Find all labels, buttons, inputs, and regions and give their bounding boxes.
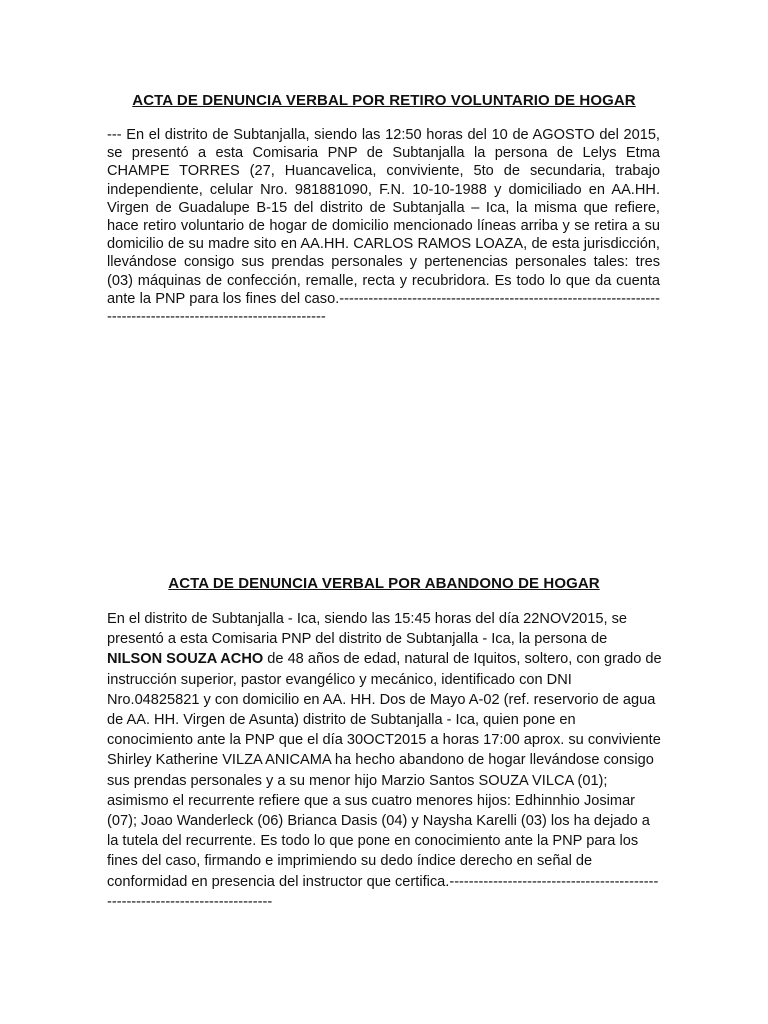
section1-paragraph — [107, 126, 660, 326]
section2-title: ACTA DE DENUNCIA VERBAL POR ABANDONO DE HOGAR — [168, 575, 600, 592]
section1-body: --- En el distrito de Subtanjalla, siendo las 12:50 horas del 10 de AGOSTO del 2015, se presentó a esta Comisaria PNP de Subtanjalla la persona de Lelys Etma CHAMPE TORRES (27, Huancavelica, conviviente, 5to de secundaria, trabajo independiente, celular Nro. 981881090, F.N. 10-10-1988 y domiciliado en AA.HH. Virgen de Guadalupe B-15 del distrito de Subtanjalla – Ica, la misma que refiere, hace retiro voluntario de hogar de domicilio mencionado líneas arriba y se retira a su domicilio de su madre sito en AA.HH. CARLOS RAMOS LOAZA, de esta jurisdicción, llevándose consigo sus prendas personales y pertenencias personales tales: tres (03) máquinas de confección, remalle, recta y recubridora. Es todo lo que da cuenta ante la PNP para los fines del — [107, 127, 660, 307]
section2-body-rest: de 48 años de edad, natural de Iquitos, soltero, con grado de instrucción superior, pastor evangélico y mecánico, identificado con DNI Nro.04825821 y con domicilio en AA. HH. Dos de Mayo A-02 (ref. reservorio de agua de AA. HH. Virgen de Asunta) distrito de Subtanjalla - Ica, quien pone en conocimiento ante la PNP que el día 30OCT2015 a horas 17:00 aprox. su conviviente Shirley Katherine VILZA ANICAMA ha hecho abandono de hogar llevándose consigo sus prendas personales y a su menor hijo Marzio Santos SOUZA VILCA (01); asimismo el recurrente refiere que a sus cuatro menores hijos: Edhinnhio Josimar (07); Joao Wanderleck (06) Brianca Dasis (04) y Naysha Karelli (03) los ha dejado a la tutela del recurrente. Es todo lo que pone en conocimiento ante la PNP para los fines del caso, firmando e imprimiendo su dedo índice derecho en señal de conformidad en presencia del instructor que — [107, 651, 662, 890]
section2-body-intro: En el distrito de Subtanjalla - Ica, siendo las 15:45 horas del día 22NOV2015, se presentó a esta Comisaria PNP del distrito de Subtanjalla - Ica, la persona de — [107, 611, 628, 648]
section2-paragraph — [107, 609, 663, 912]
section1-closing: caso.--------------------------------------------------------------------------------------------------------------- — [107, 290, 661, 326]
section2-name: NILSON SOUZA ACHO — [107, 651, 264, 668]
section2-closing: certifica.----------------------------------------------------------------------------- — [107, 873, 659, 910]
section1-title: ACTA DE DENUNCIA VERBAL POR RETIRO VOLUNTARIO DE HOGAR — [132, 92, 636, 109]
